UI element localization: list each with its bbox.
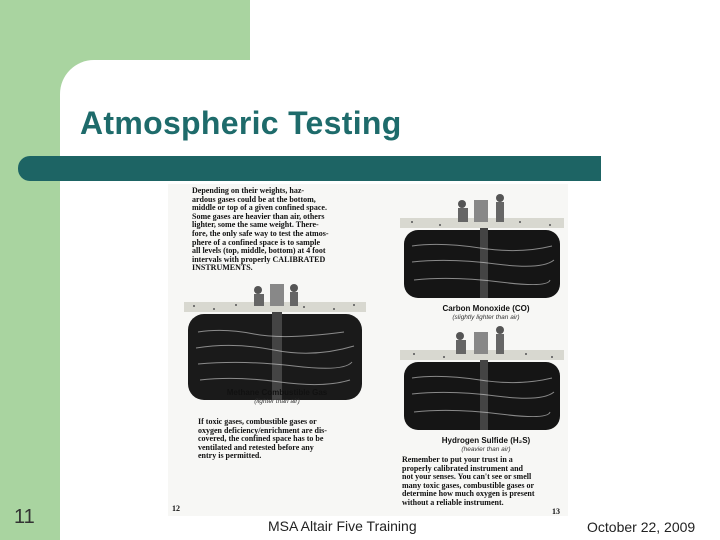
intro-text: Depending on their weights, haz- ardous gases could be at the bottom, middle or top of a given confined space. Some gases are heavier than air, others lighter, some the same weight. There- fore, the only safe way to test the atmos- phere of a confined space is to sample all levels (top, middle, bottom) at 4 foot intervals with properly CALIBRATED INSTRUMENTS.	[192, 186, 329, 273]
co-tank-illustration	[400, 188, 564, 302]
footer-title: MSA Altair Five Training	[268, 518, 417, 534]
co-caption: Carbon Monoxide (CO)	[442, 304, 530, 313]
toxic-text: If toxic gases, combustible gases or oxygen deficiency/enrichment are dis- covered, the confined space has to be ventilated and retested before any entry is permitted.	[198, 417, 327, 461]
methane-subcaption: (lighter than air)	[254, 398, 300, 405]
h2s-tank-illustration	[400, 324, 564, 434]
slide-number: 11	[14, 506, 35, 528]
decorative-corner	[250, 0, 720, 60]
remember-text: Remember to put your trust in a properly calibrated instrument and not your senses. You can't see or smell many toxic gases, combustible gases or determine how much oxygen is present without a reliable instrument.	[402, 455, 535, 507]
page-number-left: 12	[172, 504, 180, 513]
h2s-caption: Hydrogen Sulfide (H₂S)	[441, 436, 531, 445]
title-bar	[18, 156, 601, 181]
methane-caption: Methane Combustible Gas	[226, 388, 328, 397]
slide-title: Atmospheric Testing	[80, 105, 402, 141]
footer-date: October 22, 2009	[587, 519, 696, 535]
h2s-subcaption: (heavier than air)	[461, 446, 511, 453]
page-number-right: 13	[552, 507, 560, 516]
scanned-figure	[168, 184, 568, 516]
co-subcaption: (slightly lighter than air)	[452, 314, 520, 321]
